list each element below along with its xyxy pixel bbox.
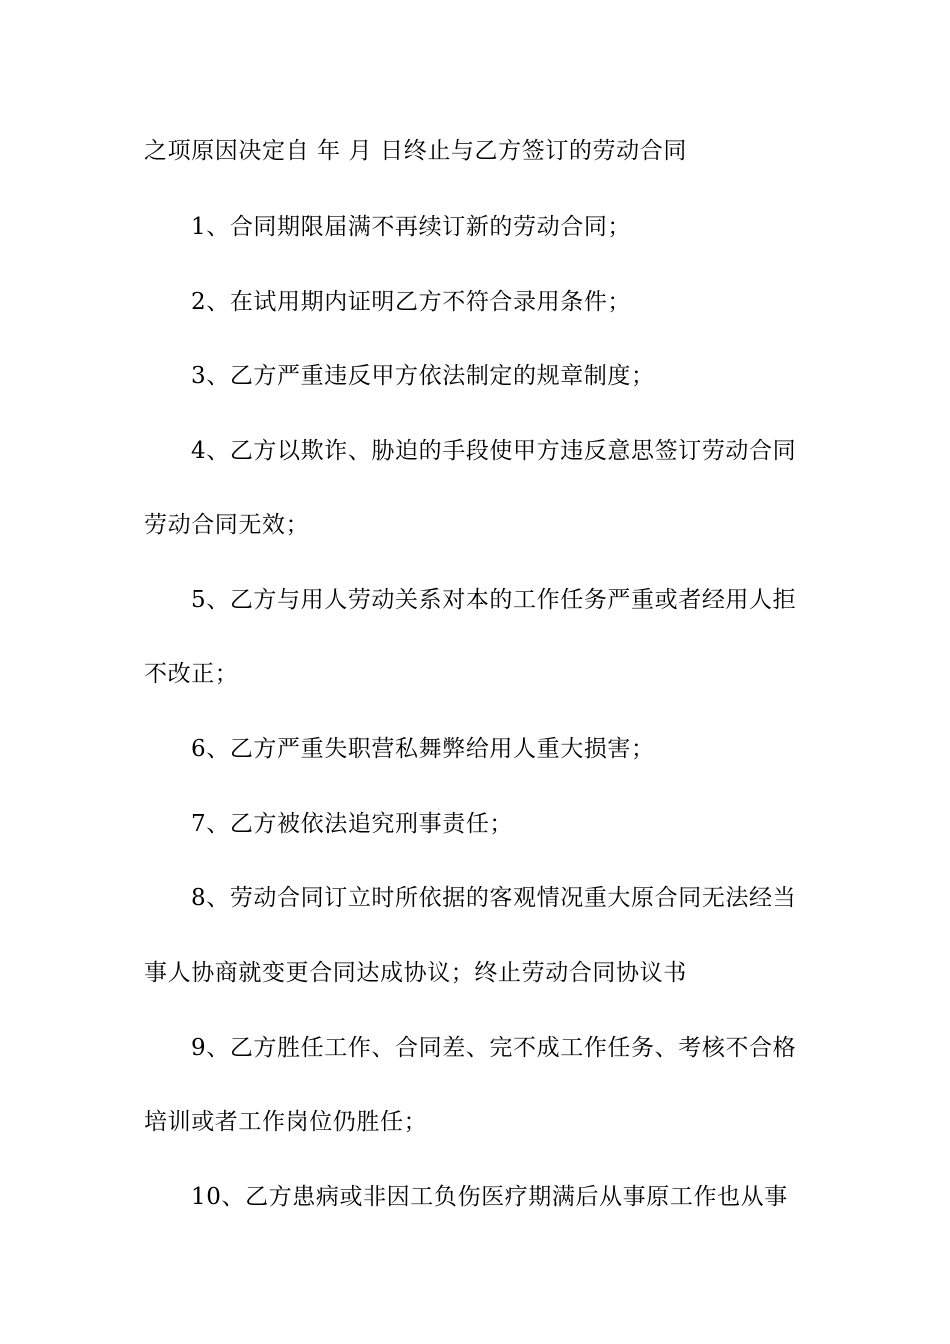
list-item-8-continuation: 事人协商就变更合同达成协议；终止劳动合同协议书 <box>144 960 687 986</box>
list-item-8: 8、劳动合同订立时所依据的客观情况重大原合同无法经当 <box>191 885 797 911</box>
list-item-4-continuation: 劳动合同无效； <box>144 512 310 538</box>
paragraph-line: 之项原因决定自 年 月 日终止与乙方签订的劳动合同 <box>144 138 687 164</box>
list-item-1: 1、合同期限届满不再续订新的劳动合同； <box>191 214 632 240</box>
list-item-10: 10、乙方患病或非因工负伤医疗期满后从事原工作也从事 <box>191 1184 788 1210</box>
list-item-2: 2、在试用期内证明乙方不符合录用条件； <box>191 289 632 315</box>
list-item-9: 9、乙方胜任工作、合同差、完不成工作任务、考核不合格 <box>191 1035 797 1061</box>
list-item-4: 4、乙方以欺诈、胁迫的手段使甲方违反意思签订劳动合同 <box>191 438 797 464</box>
list-item-7: 7、乙方被依法追究刑事责任； <box>191 811 514 837</box>
list-item-5: 5、乙方与用人劳动关系对本的工作任务严重或者经用人拒 <box>191 587 797 613</box>
list-item-3: 3、乙方严重违反甲方依法制定的规章制度； <box>191 363 655 389</box>
list-item-6: 6、乙方严重失职营私舞弊给用人重大损害； <box>191 736 655 762</box>
list-item-9-continuation: 培训或者工作岗位仍胜任； <box>144 1109 428 1135</box>
list-item-5-continuation: 不改正； <box>144 661 239 687</box>
